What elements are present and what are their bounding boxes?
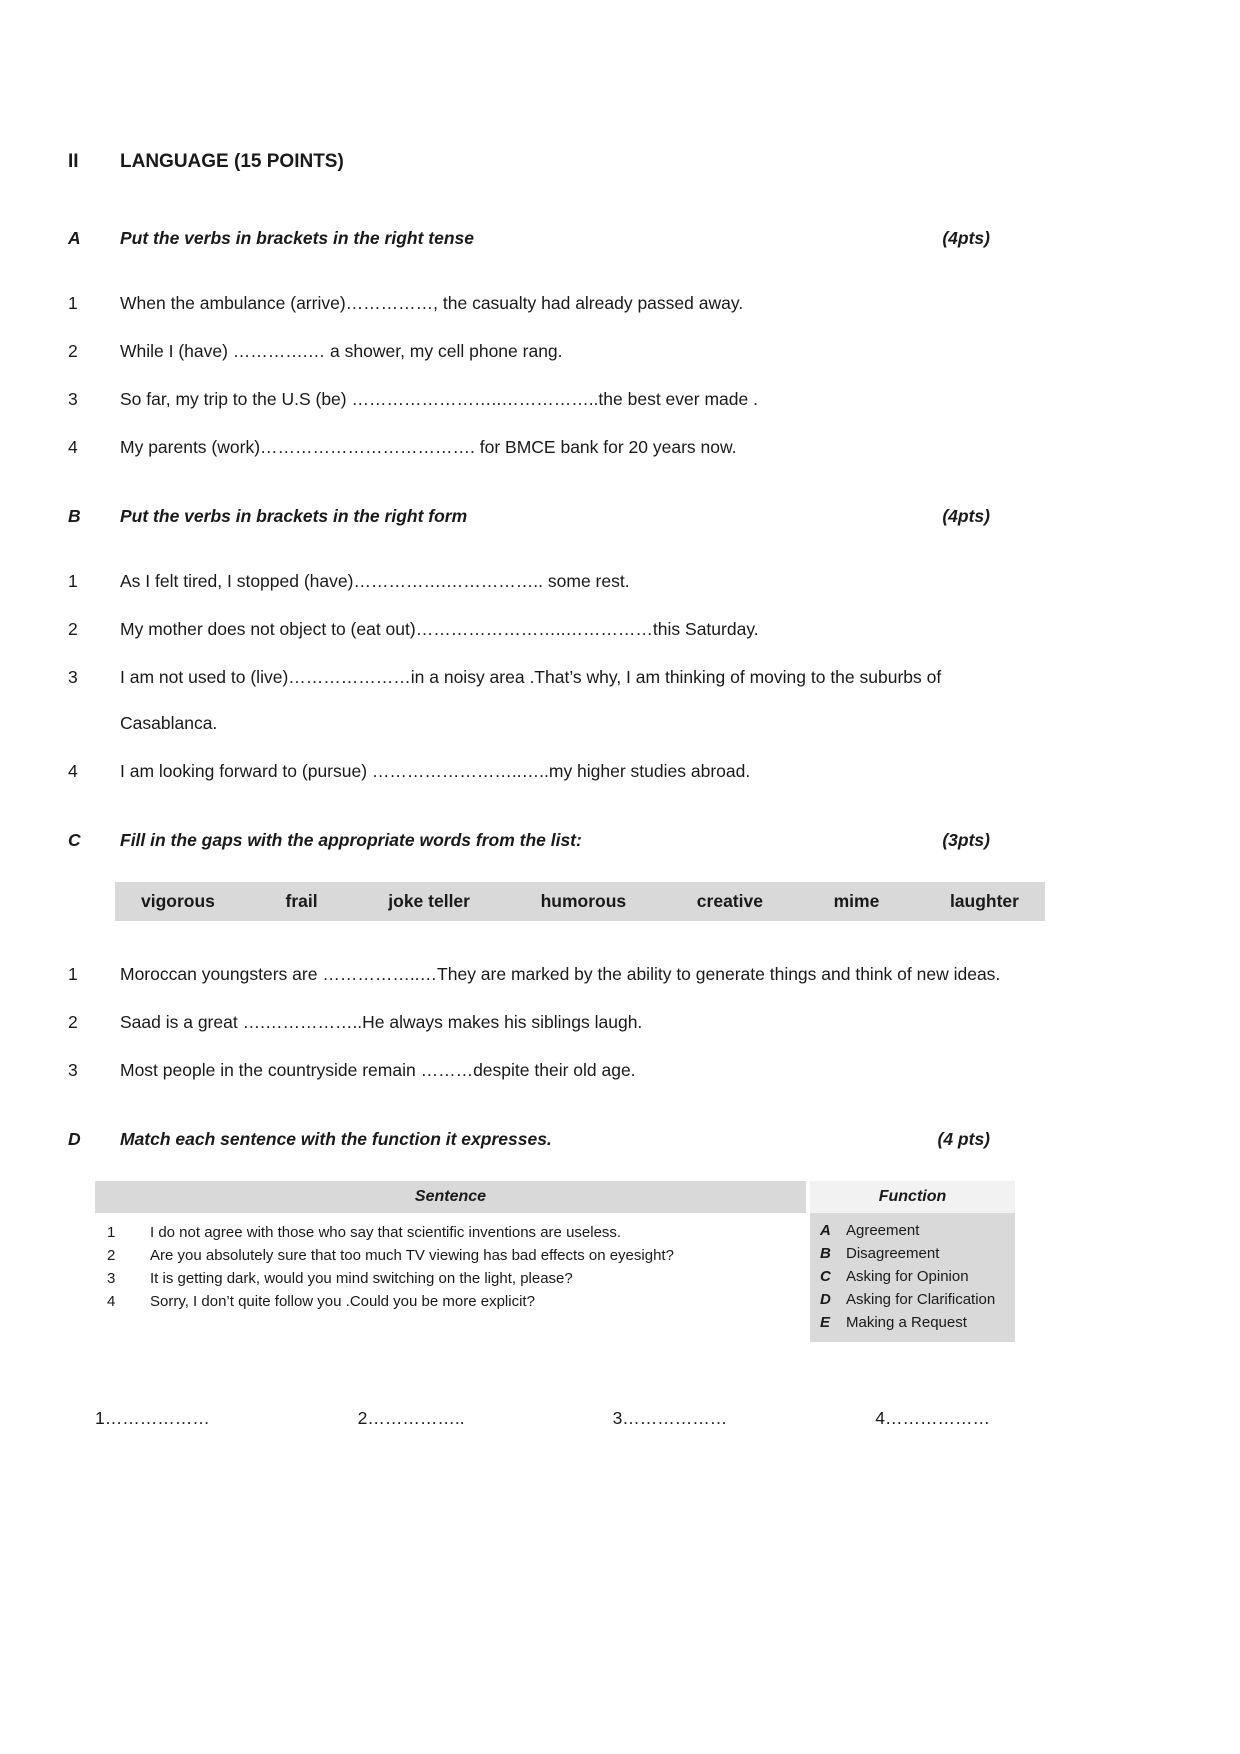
question-text: My mother does not object to (eat out)……………………..……………this Saturday. — [120, 619, 759, 639]
question-b2 — [0, 606, 1240, 652]
question-number: 2 — [68, 1012, 78, 1032]
sentence-column-header: Sentence — [95, 1181, 806, 1213]
answer-blank-1: 1……………… — [95, 1408, 210, 1428]
answer-blank-2: 2…………….. — [357, 1408, 465, 1428]
section-a-letter: A — [68, 228, 81, 248]
answer-blank-3: 3……………… — [612, 1408, 728, 1428]
function-letter: D — [820, 1291, 831, 1308]
section-c-title: Fill in the gaps with the appropriate words from the list: — [120, 830, 582, 850]
question-number: 1 — [68, 964, 78, 984]
section-b-letter: B — [68, 506, 81, 526]
function-letter: C — [820, 1268, 831, 1285]
sentence-text: It is getting dark, would you mind switching on the light, please? — [150, 1270, 573, 1287]
question-text: Saad is a great ….……………..He always makes his siblings laugh. — [120, 1012, 643, 1032]
question-number: 4 — [68, 437, 78, 457]
question-b3 — [0, 654, 1240, 746]
sentence-number: 1 — [107, 1224, 116, 1241]
sentence-text: Are you absolutely sure that too much TV viewing has bad effects on eyesight? — [150, 1247, 674, 1264]
sentence-number: 2 — [107, 1247, 116, 1264]
question-number: 1 — [68, 571, 78, 591]
doc-title-text: LANGUAGE (15 POINTS) — [120, 151, 344, 172]
question-text: Moroccan youngsters are ……………..…They are marked by the ability to generate things and think of new ideas. — [120, 964, 1001, 984]
function-row-a — [810, 1219, 1015, 1242]
sentence-column — [95, 1181, 806, 1342]
question-number: 1 — [68, 293, 78, 313]
function-row-b — [810, 1242, 1015, 1265]
question-number: 4 — [68, 761, 78, 781]
function-row-d — [810, 1288, 1015, 1311]
question-a3 — [0, 376, 1240, 422]
match-table — [95, 1181, 1015, 1342]
function-row-c — [810, 1265, 1015, 1288]
question-text: When the ambulance (arrive)……………, the casualty had already passed away. — [120, 293, 744, 313]
sentence-row-3 — [95, 1267, 806, 1290]
section-d-header — [0, 1127, 1240, 1151]
function-rows — [810, 1213, 1015, 1342]
sentence-row-4 — [95, 1290, 806, 1313]
question-text: Most people in the countryside remain ………despite their old age. — [120, 1060, 636, 1080]
question-b4 — [0, 748, 1240, 794]
function-letter: B — [820, 1245, 831, 1262]
word-bank-item-5: creative — [696, 891, 763, 911]
section-b-title: Put the verbs in brackets in the right form — [120, 506, 468, 526]
section-d-letter: D — [68, 1129, 81, 1149]
question-a2 — [0, 328, 1240, 374]
function-label: Asking for Clarification — [846, 1291, 996, 1308]
word-bank — [115, 882, 1045, 921]
sentence-rows — [95, 1213, 806, 1313]
question-number: 3 — [68, 389, 78, 409]
sentence-text: Sorry, I don’t quite follow you .Could you be more explicit? — [150, 1293, 535, 1310]
function-label: Agreement — [846, 1222, 920, 1239]
answer-blanks-row — [95, 1406, 990, 1430]
question-c3 — [0, 1047, 1240, 1093]
section-a-header — [0, 226, 1240, 250]
function-letter: A — [820, 1222, 831, 1239]
question-text: So far, my trip to the U.S (be) ……………………..……………..the best ever made . — [120, 389, 758, 409]
word-bank-item-7: laughter — [949, 891, 1019, 911]
question-text: I am looking forward to (pursue) ……………………..…..my higher studies abroad. — [120, 761, 751, 781]
function-letter: E — [820, 1314, 831, 1331]
word-bank-item-4: humorous — [540, 891, 627, 911]
sentence-row-1 — [95, 1221, 806, 1244]
section-a-title: Put the verbs in brackets in the right tense — [120, 228, 474, 248]
section-d-points: (4 pts) — [937, 1129, 990, 1149]
answer-blank-4: 4……………… — [875, 1408, 990, 1428]
question-text: As I felt tired, I stopped (have)…………….…………….. some rest. — [120, 571, 630, 591]
question-a1 — [0, 280, 1240, 326]
word-bank-item-6: mime — [833, 891, 880, 911]
question-number: 2 — [68, 619, 78, 639]
function-column-header: Function — [810, 1181, 1015, 1213]
section-c-points: (3pts) — [942, 830, 990, 850]
section-b-points: (4pts) — [942, 506, 990, 526]
section-a-points: (4pts) — [942, 228, 990, 248]
doc-title-number: II — [68, 151, 79, 172]
function-column — [810, 1181, 1015, 1342]
word-bank-item-2: frail — [285, 891, 318, 911]
question-text: My parents (work)………………………………. for BMCE bank for 20 years now. — [120, 437, 737, 457]
function-label: Disagreement — [846, 1245, 940, 1262]
section-c-letter: C — [68, 830, 81, 850]
question-text: While I (have) ………….… a shower, my cell phone rang. — [120, 341, 563, 361]
question-number: 3 — [68, 1060, 78, 1080]
question-a4 — [0, 424, 1240, 470]
question-c1 — [0, 951, 1240, 997]
question-text: I am not used to (live)…………………in a noisy area .That’s why, I am thinking of moving to the suburbs of Casablanca. — [120, 667, 942, 733]
function-row-e — [810, 1311, 1015, 1334]
word-bank-item-3: joke teller — [388, 891, 470, 911]
section-b-header — [0, 504, 1240, 528]
question-number: 2 — [68, 341, 78, 361]
sentence-number: 4 — [107, 1293, 116, 1310]
sentence-number: 3 — [107, 1270, 116, 1287]
question-b1 — [0, 558, 1240, 604]
question-c2 — [0, 999, 1240, 1045]
sentence-row-2 — [95, 1244, 806, 1267]
word-bank-item-1: vigorous — [141, 891, 215, 911]
question-number: 3 — [68, 667, 78, 687]
section-d-title: Match each sentence with the function it expresses. — [120, 1129, 552, 1149]
doc-title — [0, 150, 1240, 174]
section-c-header — [0, 828, 1240, 852]
sentence-text: I do not agree with those who say that scientific inventions are useless. — [150, 1224, 622, 1241]
function-label: Asking for Opinion — [846, 1268, 969, 1285]
function-label: Making a Request — [846, 1314, 967, 1331]
